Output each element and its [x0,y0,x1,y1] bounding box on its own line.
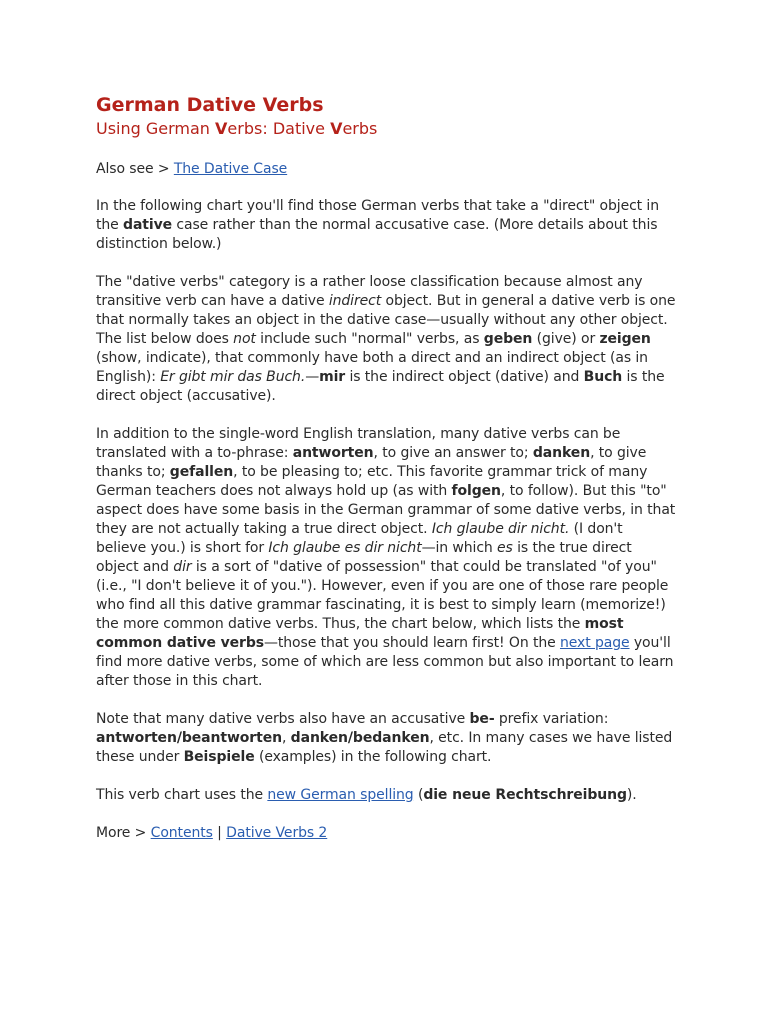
next-page-link[interactable]: next page [559,635,630,651]
paragraph-dative-category: The "dative verbs" category is a rather loose classification because almost any transitive verb can have a dative indirect object. But in general a dative verb is one that normally takes an object in the dative case—usually without any other object. The list below does not include such "normal" verbs, as geben (give) or zeigen (show, indicate), that commonly have both a direct and an indirect object (as in English): Er gibt mir das Buch.—mir is the indirect object (dative) and Buch is the direct object (accusative). [96,274,676,404]
dative-case-link[interactable]: The Dative Case [173,161,288,177]
contents-link[interactable]: Contents [150,825,213,841]
also-see-line: Also see > The Dative Case [96,161,288,177]
page-title: German Dative Verbs [96,94,324,116]
paragraph-intro: In the following chart you'll find those German verbs that take a "direct" object in the dative case rather than the normal accusative case. (More details about this distinction below.) [96,198,659,252]
new-german-spelling-link[interactable]: new German spelling [267,787,414,803]
paragraph-be-prefix: Note that many dative verbs also have an accusative be- prefix variation: antworten/beantworten, danken/bedanken, etc. In many cases we have listed these under Beispiele (examples) in the following chart. [96,711,673,765]
article [96,93,676,843]
dative-verbs-2-link[interactable]: Dative Verbs 2 [226,825,328,841]
page-subtitle: Using German Verbs: Dative Verbs [96,119,378,138]
paragraph-translation: In addition to the single-word English translation, many dative verbs can be translated with a to-phrase: antworten, to give an answer to; danken, to give thanks to; gefallen, to be pleasing to; etc. This favorite grammar trick of many German teachers does not always hold up (as with folgen, to follow). But this "to" aspect does have some basis in the German grammar of some dative verbs, in that they are not actually taking a true direct object. Ich glaube dir nicht. (I don't believe you.) is short for Ich glaube es dir nicht—in which es is the true direct object and dir is a sort of "dative of possession" that could be translated "of you" (i.e., "I don't believe it of you."). However, even if you are one of those rare people who find all this dative grammar fascinating, it is best to simply learn (memorize!) the more common dative verbs. Thus, the chart below, which lists the most common dative verbs—those that you should learn first! On the next page you'll find more dative verbs, some of which are less common but also important to learn after those in this chart. [96,426,676,689]
more-links-line: More > Contents | Dative Verbs 2 [96,825,328,841]
paragraph-spelling: This verb chart uses the new German spelling (die neue Rechtschreibung). [96,787,637,803]
